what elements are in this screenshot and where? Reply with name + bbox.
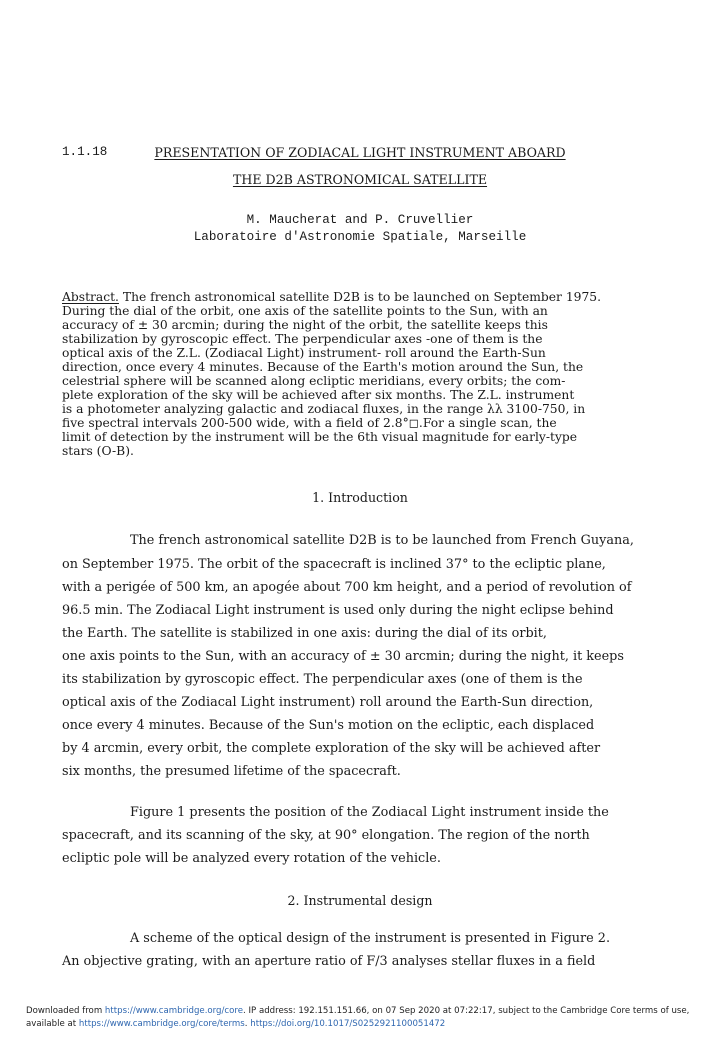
abstract-label: Abstract.	[62, 290, 119, 304]
abstract-line: stabilization by gyroscopic effect. The perpendicular axes -one of them is the	[62, 332, 543, 346]
abstract-line: limit of detection by the instrument will be the 6th visual magnitude for early-type	[62, 430, 578, 444]
footer-text: . IP address: 192.151.151.66, on 07 Sep 2020 at 07:22:17, subject to the Cambridge Core terms of use,	[243, 1006, 690, 1016]
body-line: once every 4 minutes. Because of the Sun's motion on the ecliptic, each displaced	[62, 718, 595, 733]
doi-link[interactable]: https://doi.org/10.1017/S0252921100051472	[250, 1019, 446, 1029]
body-line: on September 1975. The orbit of the spacecraft is inclined 37° to the ecliptic plane,	[62, 557, 606, 572]
body-line: with a perigée of 500 km, an apogée about 700 km height, and a period of revolution of	[62, 580, 632, 595]
abstract-line: During the dial of the orbit, one axis of the satellite points to the Sun, with an	[62, 304, 548, 318]
body-line: one axis points to the Sun, with an accuracy of ± 30 arcmin; during the night, it keeps	[62, 649, 624, 664]
footer-text: Downloaded from	[26, 1006, 105, 1016]
body-line: A scheme of the optical design of the instrument is presented in Figure 2.	[130, 931, 611, 946]
body-line: ecliptic pole will be analyzed every rotation of the vehicle.	[62, 851, 441, 866]
abstract-line: is a photometer analyzing galactic and zodiacal fluxes, in the range λλ 3100-750, in	[62, 402, 586, 416]
body-line: by 4 arcmin, every orbit, the complete exploration of the sky will be achieved after	[62, 741, 601, 756]
section-heading-instrumental-design: 2. Instrumental design	[287, 893, 433, 908]
body-line: optical axis of the Zodiacal Light instrument) roll around the Earth-Sun direction,	[62, 695, 594, 710]
body-line: 96.5 min. The Zodiacal Light instrument is used only during the night eclipse behind	[62, 603, 614, 618]
affiliation: Laboratoire d'Astronomie Spatiale, Marseille	[193, 230, 527, 244]
body-line: Figure 1 presents the position of the Zodiacal Light instrument inside the	[130, 805, 609, 820]
terms-link[interactable]: https://www.cambridge.org/core/terms	[78, 1019, 245, 1029]
abstract-line: stars (O-B).	[62, 444, 134, 458]
body-line: An objective grating, with an aperture ratio of F/3 analyses stellar fluxes in a field	[62, 954, 596, 969]
body-line: The french astronomical satellite D2B is to be launched from French Guyana,	[130, 533, 634, 548]
abstract-line: celestrial sphere will be scanned along ecliptic meridians, every orbits; the com-	[62, 374, 566, 388]
abstract-line: direction, once every 4 minutes. Because of the Earth's motion around the Sun, the	[62, 360, 584, 374]
body-line: six months, the presumed lifetime of the spacecraft.	[62, 764, 401, 779]
footer-text: .	[244, 1019, 251, 1029]
section-number: 1.1.18	[62, 145, 108, 159]
body-line: spacecraft, and its scanning of the sky, at 90° elongation. The region of the north	[62, 828, 590, 843]
paper-title-line2: THE D2B ASTRONOMICAL SATELLITE	[232, 172, 488, 187]
footer-text: available at	[26, 1019, 79, 1029]
abstract-line: accuracy of ± 30 arcmin; during the night of the orbit, the satellite keeps this	[62, 318, 548, 332]
abstract-line: plete exploration of the sky will be achieved after six months. The Z.L. instrument	[62, 388, 575, 402]
body-line: the Earth. The satellite is stabilized in one axis: during the dial of its orbit,	[62, 626, 547, 641]
abstract-line: optical axis of the Z.L. (Zodiacal Light) instrument- roll around the Earth-Sun	[62, 346, 546, 360]
abstract-line: five spectral intervals 200-500 wide, with a field of 2.8°◻.For a single scan, the	[62, 416, 557, 430]
body-line: its stabilization by gyroscopic effect. The perpendicular axes (one of them is the	[62, 672, 583, 687]
download-footer	[26, 1005, 706, 1031]
abstract-line: The french astronomical satellite D2B is to be launched on September 1975.	[122, 290, 602, 304]
authors: M. Maucherat and P. Cruvellier	[246, 213, 474, 227]
paper-title-line1: PRESENTATION OF ZODIACAL LIGHT INSTRUMENT ABOARD	[154, 145, 566, 160]
cambridge-core-link[interactable]: https://www.cambridge.org/core	[104, 1006, 244, 1016]
section-heading-introduction: 1. Introduction	[312, 490, 408, 505]
